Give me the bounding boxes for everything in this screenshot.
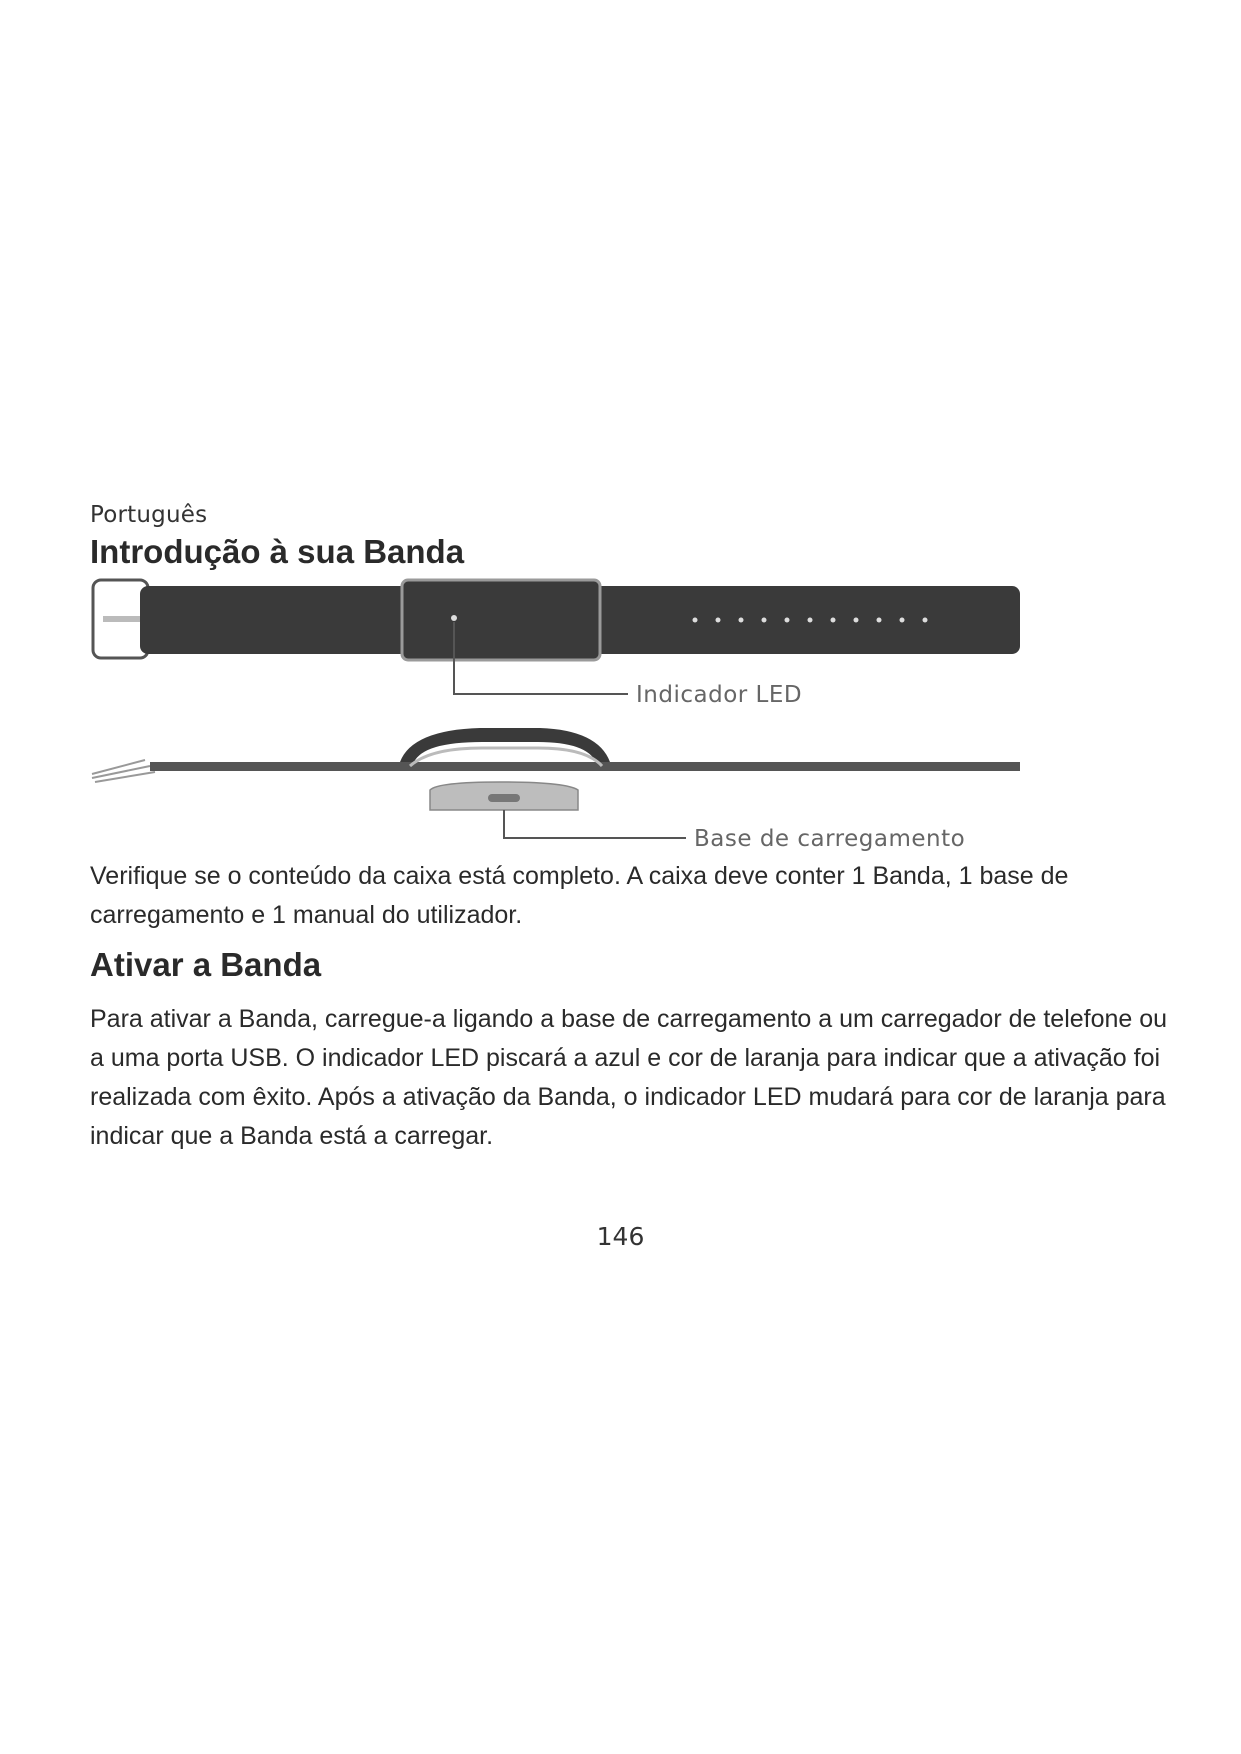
side-strap: [150, 762, 1020, 771]
band-top-view: [93, 580, 1020, 708]
page-number: 146: [596, 1222, 645, 1251]
page-title: Introdução à sua Banda: [90, 533, 465, 570]
display-module: [402, 580, 600, 660]
band-figure: [0, 570, 1241, 860]
activate-paragraph: Para ativar a Banda, carregue-a ligando a base de carregamento a um carregador de telefone ou a uma porta USB. O indicador LED piscará a azul e cor de laranja para indicar que a ativação foi realizada com êxito. Após a ativação da Banda, o indicador LED mudará para cor de laranja para indicar que a Banda está a carregar.: [90, 1005, 1168, 1150]
usb-port: [488, 794, 520, 802]
led-dot: [451, 615, 457, 621]
base-callout-line: [504, 810, 686, 838]
base-callout-label: Base de carregamento: [694, 826, 966, 852]
language-label: Português: [90, 502, 208, 528]
led-callout-label: Indicador LED: [636, 682, 803, 708]
section-title-activate: Ativar a Banda: [90, 946, 322, 983]
intro-paragraph: Verifique se o conteúdo da caixa está completo. A caixa deve conter 1 Banda, 1 base de carregamento e 1 manual do utilizador.: [90, 862, 1069, 929]
band-illustration: [0, 570, 1241, 860]
band-side-view: [92, 728, 1020, 852]
side-module: [400, 728, 610, 762]
